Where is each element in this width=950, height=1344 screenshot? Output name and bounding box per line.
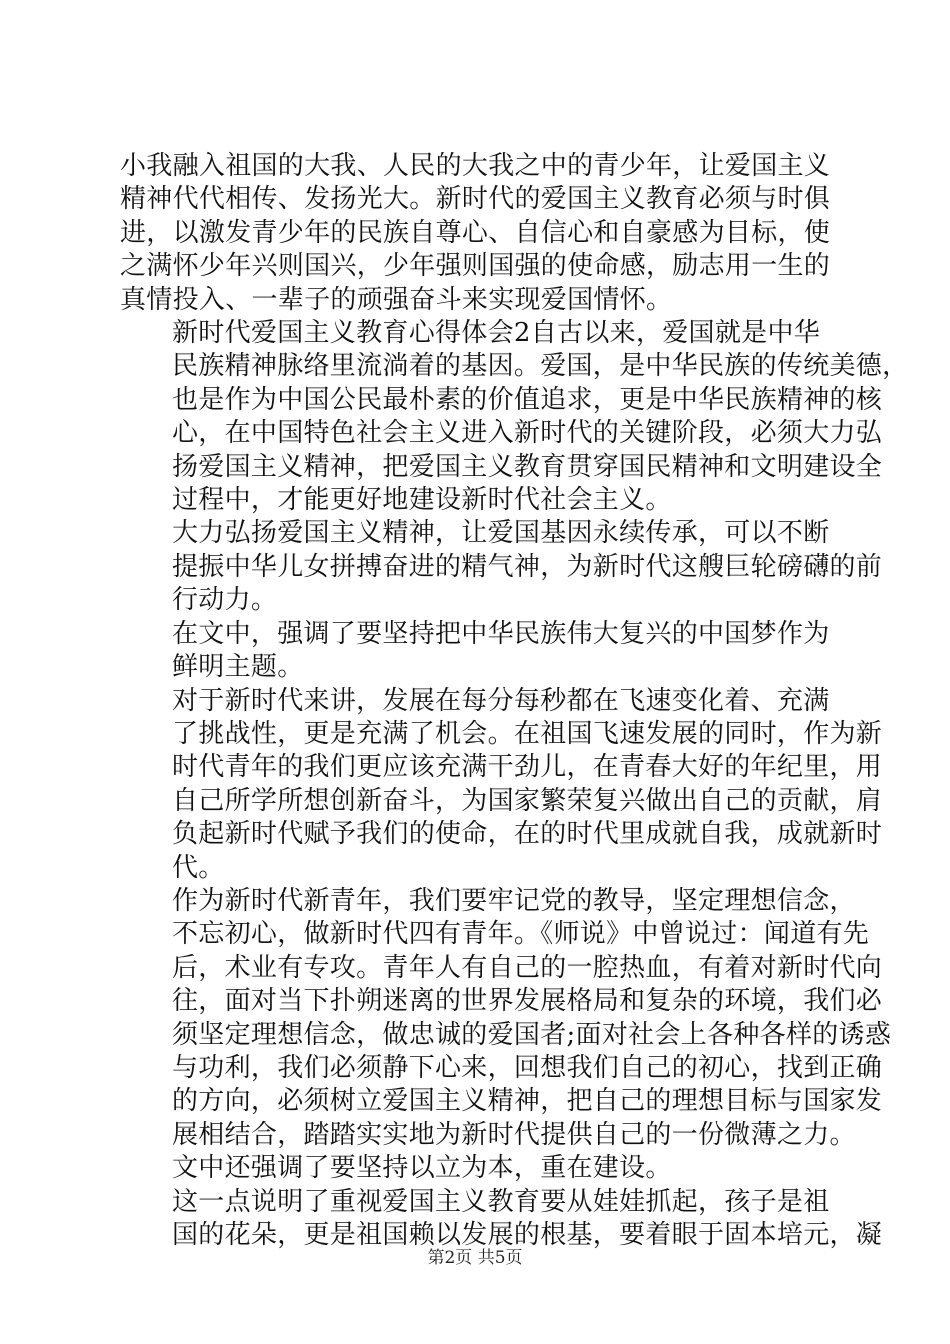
- paragraph: [120, 1152, 840, 1185]
- text-line: 小我融入祖国的大我、人民的大我之中的青少年，让爱国主义: [120, 151, 831, 181]
- paragraph: [120, 685, 883, 885]
- text-line: 精神代代相传、发扬光大。新时代的爱国主义教育必须与时俱: [120, 184, 831, 215]
- document-body: [120, 150, 909, 1252]
- text-line: 国的花朵，更是祖国赖以发展的根基，要着眼于固本培元，凝: [172, 1220, 883, 1250]
- text-line: 文中还强调了要坚持以立为本，重在建设。: [172, 1153, 672, 1184]
- text-line: 大力弘扬爱国主义精神，让爱国基因永续传承，可以不断: [172, 518, 830, 549]
- text-line: 民族精神脉络里流淌着的基因。爱国，是中华民族的传统美德，: [172, 351, 909, 382]
- text-line: 之满怀少年兴则国兴，少年强则国强的使命感，励志用一生的: [120, 251, 831, 282]
- text-line: 提振中华儿女拼搏奋进的精气神，为新时代这艘巨轮磅礴的前: [172, 551, 883, 582]
- text-line: 不忘初心，做新时代四有青年。《师说》中曾说过：闻道有先: [172, 919, 870, 950]
- text-line: 行动力。: [172, 585, 278, 616]
- text-line: 也是作为中国公民最朴素的价值追求，更是中华民族精神的核: [172, 384, 883, 415]
- text-line: 扬爱国主义精神，把爱国主义教育贯穿国民精神和文明建设全: [172, 451, 883, 482]
- text-line: 须坚定理想信念，做忠诚的爱国者;面对社会上各种各样的诱惑: [172, 1019, 892, 1050]
- text-line: 与功利，我们必须静下心来，回想我们自己的初心，找到正确: [172, 1052, 883, 1083]
- text-line: 作为新时代新青年，我们要牢记党的教导，坚定理想信念，: [172, 885, 856, 916]
- text-line: 心，在中国特色社会主义进入新时代的关键阶段，必须大力弘: [172, 418, 883, 449]
- text-line: 负起新时代赋予我们的使命，在的时代里成就自我，成就新时: [172, 819, 883, 850]
- paragraph: [120, 317, 909, 517]
- text-line: 真情投入、一辈子的顽强奋斗来实现爱国情怀。: [120, 284, 673, 315]
- text-line: 后，术业有专攻。青年人有自己的一腔热血，有着对新时代向: [172, 952, 883, 983]
- text-line: 这一点说明了重视爱国主义教育要从娃娃抓起，孩子是祖: [172, 1186, 830, 1217]
- text-line: 了挑战性，更是充满了机会。在祖国飞速发展的同时，作为新: [172, 718, 883, 749]
- paragraph: [120, 618, 840, 685]
- text-line: 在文中，强调了要坚持把中华民族伟大复兴的中国梦作为: [172, 618, 830, 649]
- text-line: 对于新时代来讲，发展在每分每秒都在飞速变化着、充满: [172, 685, 830, 716]
- paragraph: [120, 885, 892, 1152]
- text-line: 鲜明主题。: [172, 652, 304, 683]
- text-line: 代。: [172, 852, 225, 883]
- page-number-footer: 第2页 共5页: [427, 1248, 523, 1268]
- text-line: 展相结合，踏踏实实地为新时代提供自己的一份微薄之力。: [172, 1119, 856, 1150]
- text-line: 过程中，才能更好地建设新时代社会主义。: [172, 485, 672, 516]
- paragraph: [120, 150, 840, 317]
- text-line: 进，以激发青少年的民族自尊心、自信心和自豪感为目标，使: [120, 217, 831, 248]
- text-line: 自己所学所想创新奋斗，为国家繁荣复兴做出自己的贡献，肩: [172, 785, 883, 816]
- text-line: 往，面对当下扑朔迷离的世界发展格局和复杂的环境，我们必: [172, 986, 883, 1017]
- text-line: 新时代爱国主义教育心得体会2自古以来，爱国就是中华: [172, 318, 821, 349]
- text-line: 时代青年的我们更应该充满干劲儿，在青春大好的年纪里，用: [172, 752, 883, 783]
- text-line: 的方向，必须树立爱国主义精神，把自己的理想目标与国家发: [172, 1086, 883, 1117]
- paragraph: [120, 517, 883, 617]
